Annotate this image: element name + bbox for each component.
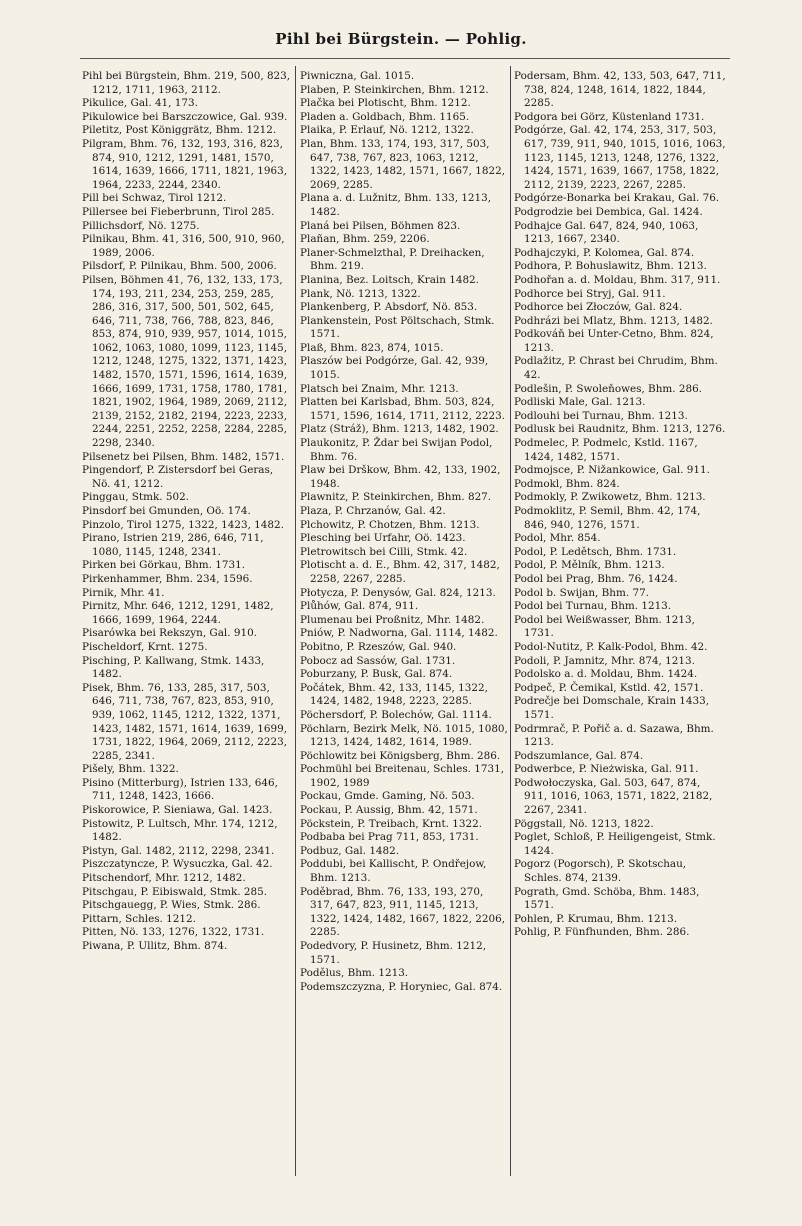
directory-entry: Plankenstein, Post Pöltschach, Stmk. 1571. xyxy=(300,314,495,341)
directory-entry: Pochmühl bei Breitenau, Schles. 1731, 1902, 1989 xyxy=(300,763,504,789)
directory-entry: Poburzany, P. Busk, Gal. 874. xyxy=(300,668,453,681)
directory-entry: Podol b. Swijan, Bhm. 77. xyxy=(514,586,649,599)
directory-entry: Podszumlance, Gal. 874. xyxy=(514,749,644,762)
directory-entry: Pisek, Bhm. 76, 133, 285, 317, 503, 646, 711, 738, 767, 823, 853, 910, 939, 1062, 1145, 1212, 1322, 1371, 1423, 1482, 1571, 1614, 1639, 1699, 1731, 1822, 1964, 2069, 2112, 2223, 2285, 2341. xyxy=(82,681,287,762)
directory-entry: Podbaba bei Prag 711, 853, 1731. xyxy=(300,831,479,844)
directory-entry: Plchowitz, P. Chotzen, Bhm. 1213. xyxy=(300,518,480,531)
column-3 xyxy=(514,70,726,940)
directory-entry: Pirkenhammer, Bhm. 234, 1596. xyxy=(82,572,253,585)
directory-entry: Podedvory, P. Husinetz, Bhm. 1212, 1571. xyxy=(300,940,486,966)
directory-entry: Podoli, P. Jamnitz, Mhr. 874, 1213. xyxy=(514,654,695,667)
directory-entry: Pinggau, Stmk. 502. xyxy=(82,491,189,504)
directory-entry: Plaza, P. Chrzanów, Gal. 42. xyxy=(300,505,446,517)
directory-entry: Pohlig, P. Fünfhunden, Bhm. 286. xyxy=(514,926,690,939)
directory-entry: Počátek, Bhm. 42, 133, 1145, 1322, 1424, 1482, 1948, 2223, 2285. xyxy=(300,681,488,708)
directory-entry: Plačka bei Plotischt, Bhm. 1212. xyxy=(300,97,471,110)
directory-entry: Plotischt a. d. E., Bhm. 42, 317, 1482, 2258, 2267, 2285. xyxy=(300,559,500,585)
directory-entry: Pöchlowitz bei Königsberg, Bhm. 286. xyxy=(300,749,501,762)
directory-entry: Pinzolo, Tirol 1275, 1322, 1423, 1482. xyxy=(82,518,284,531)
directory-entry: Podrmrač, P. Pořič a. d. Sazawa, Bhm. 1213. xyxy=(514,722,714,749)
directory-entry: Podhajce Gal. 647, 824, 940, 1063, 1213, 1667, 2340. xyxy=(514,219,699,246)
directory-entry: Pirnitz, Mhr. 646, 1212, 1291, 1482, 1666, 1699, 1964, 2244. xyxy=(82,600,274,626)
directory-entry: Pilsen, Böhmen 41, 76, 132, 133, 173, 174, 193, 211, 234, 253, 259, 285, 286, 316, 317, 500, 501, 502, 645, 646, 711, 738, 766, 788, 823, 846, 853, 874, 910, 939, 957, 1014, 1015, 1062, 1063, 1080, 1099, 1123, 1145, 1212, 1248, 1275, 1322, 1371, 1423, 1482, 1570, 1571, 1596, 1614, 1639, 1666, 1699, 1731, 1758, 1780, 1781, 1821, 1902, 1964, 1989, 2069, 2112, 2139, 2152, 2182, 2194, 2223, 2233, 2244, 2251, 2252, 2258, 2284, 2285, 2298, 2340. xyxy=(82,273,287,450)
directory-entry: Podkováň bei Unter-Cetno, Bhm. 824, 1213. xyxy=(514,328,714,354)
directory-entry: Platz (Stráž), Bhm. 1213, 1482, 1902. xyxy=(300,423,499,436)
header-rule xyxy=(80,58,730,59)
directory-entry: Pillersee bei Fieberbrunn, Tirol 285. xyxy=(82,205,275,218)
directory-entry: Pisarówka bei Rekszyn, Gal. 910. xyxy=(82,627,257,640)
directory-entry: Pletrowitsch bei Cilli, Stmk. 42. xyxy=(300,545,468,558)
directory-entry: Podliski Male, Gal. 1213. xyxy=(514,396,646,409)
directory-entry: Podhora, P. Bohuslawitz, Bhm. 1213. xyxy=(514,260,707,273)
directory-entry: Podpeč, P. Čemikal, Kstld. 42, 1571. xyxy=(514,681,704,694)
directory-entry: Pistowitz, P. Lultsch, Mhr. 174, 1212, 1482. xyxy=(82,817,278,844)
directory-entry: Piwana, P. Ullitz, Bhm. 874. xyxy=(82,940,228,952)
directory-entry: Pinsdorf bei Gmunden, Oö. 174. xyxy=(82,505,251,517)
directory-entry: Pograth, Gmd. Schöba, Bhm. 1483, 1571. xyxy=(514,885,700,912)
directory-entry: Piwniczna, Gal. 1015. xyxy=(300,70,415,82)
directory-entry: Pockau, Gmde. Gaming, Nö. 503. xyxy=(300,790,475,803)
directory-entry: Platsch bei Znaim, Mhr. 1213. xyxy=(300,382,459,395)
directory-entry: Pöckstein, P. Treibach, Krnt. 1322. xyxy=(300,817,482,830)
directory-entry: Podhorce bei Stryj, Gal. 911. xyxy=(514,287,666,300)
directory-entry: Podol bei Prag, Bhm. 76, 1424. xyxy=(514,572,678,585)
column-1 xyxy=(82,70,292,954)
directory-entry: Podol, P. Ledětsch, Bhm. 1731. xyxy=(514,545,677,558)
directory-entry: Podmelec, P. Podmelc, Kstld. 1167, 1424, 1482, 1571. xyxy=(514,437,698,463)
directory-entry: Pikulice, Gal. 41, 173. xyxy=(82,97,198,110)
directory-entry: Pitschgau, P. Eibiswald, Stmk. 285. xyxy=(82,885,268,898)
directory-entry: Pilsenetz bei Pilsen, Bhm. 1482, 1571. xyxy=(82,450,285,463)
directory-entry: Plankenberg, P. Absdorf, Nö. 853. xyxy=(300,301,478,314)
directory-entry: Plaw bei Drškow, Bhm. 42, 133, 1902, 1948. xyxy=(300,464,501,490)
directory-entry: Planá bei Pilsen, Böhmen 823. xyxy=(300,219,461,232)
directory-entry: Pogorz (Pogorsch), P. Skotschau, Schles. 874, 2139. xyxy=(514,858,687,885)
column-2 xyxy=(300,70,508,994)
directory-entry: Pisino (Mitterburg), Istrien 133, 646, 711, 1248, 1423, 1666. xyxy=(82,776,278,803)
directory-entry: Pihl bei Bürgstein, Bhm. 219, 500, 823, 1212, 1711, 1963, 2112. xyxy=(82,70,291,96)
directory-entry: Pniów, P. Nadworna, Gal. 1114, 1482. xyxy=(300,627,498,640)
directory-entry: Podersam, Bhm. 42, 133, 503, 647, 711, 738, 824, 1248, 1614, 1822, 1844, 2285. xyxy=(514,70,726,110)
directory-entry: Pirnik, Mhr. 41. xyxy=(82,586,165,599)
directory-entry: Plawnitz, P. Steinkirchen, Bhm. 827. xyxy=(300,491,492,504)
directory-entry: Podol-Nutitz, P. Kalk-Podol, Bhm. 42. xyxy=(514,640,708,653)
directory-entry: Podgora bei Görz, Küstenland 1731. xyxy=(514,110,705,123)
directory-entry: Platten bei Karlsbad, Bhm. 503, 824, 1571, 1596, 1614, 1711, 2112, 2223. xyxy=(300,396,505,422)
directory-entry: Pilsdorf, P. Pilnikau, Bhm. 500, 2006. xyxy=(82,260,277,273)
directory-entry: Podlusk bei Raudnitz, Bhm. 1213, 1276. xyxy=(514,423,726,436)
directory-entry: Płotycza, P. Denysów, Gal. 824, 1213. xyxy=(300,586,496,599)
directory-entry: Pladen a. Goldbach, Bhm. 1165. xyxy=(300,110,470,123)
directory-entry: Pobitno, P. Rzeszów, Gal. 940. xyxy=(300,640,457,653)
directory-entry: Planer-Schmelzthal, P. Dreihacken, Bhm. 219. xyxy=(300,246,485,273)
directory-entry: Podemszczyzna, P. Horyniec, Gal. 874. xyxy=(300,980,503,993)
directory-entry: Poděbrad, Bhm. 76, 133, 193, 270, 317, 647, 823, 911, 1145, 1213, 1322, 1424, 1482, 1667, 1822, 2206, 2285. xyxy=(300,885,505,939)
directory-entry: Plana a. d. Lužnitz, Bhm. 133, 1213, 1482. xyxy=(300,192,492,218)
directory-entry: Pilgram, Bhm. 76, 132, 193, 316, 823, 874, 910, 1212, 1291, 1481, 1570, 1614, 1639, 1666, 1711, 1821, 1963, 1964, 2233, 2244, 2340. xyxy=(82,137,287,191)
column-divider xyxy=(295,66,296,1176)
directory-entry: Podol bei Turnau, Bhm. 1213. xyxy=(514,600,672,613)
directory-entry: Pisching, P. Kallwang, Stmk. 1433, 1482. xyxy=(82,654,265,681)
directory-entry: Pitschendorf, Mhr. 1212, 1482. xyxy=(82,872,246,885)
directory-entry: Pobocz ad Sassów, Gal. 1731. xyxy=(300,654,456,667)
directory-entry: Podbuz, Gal. 1482. xyxy=(300,844,400,857)
directory-entry: Podhrázi bei Mlatz, Bhm. 1213, 1482. xyxy=(514,314,713,327)
directory-entry: Plaß, Bhm. 823, 874, 1015. xyxy=(300,341,444,354)
directory-entry: Pingendorf, P. Zistersdorf bei Geras, Nö. 41, 1212. xyxy=(82,464,274,490)
directory-entry: Podlešin, P. Swoleňowes, Bhm. 286. xyxy=(514,382,702,395)
directory-entry: Podělus, Bhm. 1213. xyxy=(300,967,409,980)
page-header: Pihl bei Bürgstein. — Pohlig. xyxy=(275,30,527,48)
directory-entry: Podol bei Weißwasser, Bhm. 1213, 1731. xyxy=(514,613,695,640)
directory-entry: Podhorce bei Złoczów, Gal. 824. xyxy=(514,301,683,314)
directory-entry: Pistyn, Gal. 1482, 2112, 2298, 2341. xyxy=(82,844,275,857)
directory-entry: Podmokl, Bhm. 824. xyxy=(514,477,620,490)
directory-entry: Pilnikau, Bhm. 41, 316, 500, 910, 960, 1989, 2006. xyxy=(82,233,285,259)
directory-entry: Pitschgauegg, P. Wies, Stmk. 286. xyxy=(82,899,261,912)
directory-entry: Poddubi, bei Kallischt, P. Ondřejow, Bhm. 1213. xyxy=(300,858,487,885)
directory-entry: Podol, P. Mělník, Bhm. 1213. xyxy=(514,559,665,572)
directory-entry: Piskorowice, P. Sieniawa, Gal. 1423. xyxy=(82,804,273,817)
directory-entry: Pillichsdorf, Nö. 1275. xyxy=(82,219,200,232)
directory-entry: Pittarn, Schles. 1212. xyxy=(82,912,196,925)
directory-entry: Poglet, Schloß, P. Heiligengeist, Stmk. 1424. xyxy=(514,831,716,857)
directory-entry: Plumenau bei Proßnitz, Mhr. 1482. xyxy=(300,613,485,626)
directory-entry: Pišely, Bhm. 1322. xyxy=(82,763,179,776)
directory-entry: Podol, Mhr. 854. xyxy=(514,532,601,545)
directory-entry: Podmokly, P. Zwikowetz, Bhm. 1213. xyxy=(514,491,706,504)
directory-entry: Podgórze, Gal. 42, 174, 253, 317, 503, 617, 739, 911, 940, 1015, 1016, 1063, 1123, 1145, 1213, 1248, 1276, 1322, 1424, 1571, 1639, 1667, 1758, 1822, 2112, 2139, 2223, 2267, 2285. xyxy=(514,124,726,191)
directory-entry: Pöchlarn, Bezirk Melk, Nö. 1015, 1080, 1213, 1424, 1482, 1614, 1989. xyxy=(300,722,508,749)
directory-entry: Plañan, Bhm. 259, 2206. xyxy=(300,233,430,246)
column-divider xyxy=(510,66,511,1176)
directory-entry: Podgórze-Bonarka bei Krakau, Gal. 76. xyxy=(514,192,720,205)
directory-entry: Pirano, Istrien 219, 286, 646, 711, 1080, 1145, 1248, 2341. xyxy=(82,532,264,558)
directory-entry: Planina, Bez. Loitsch, Krain 1482. xyxy=(300,273,479,286)
directory-entry: Podlažitz, P. Chrast bei Chrudim, Bhm. 42. xyxy=(514,355,718,382)
directory-entry: Podgrodzie bei Dembica, Gal. 1424. xyxy=(514,205,703,218)
directory-entry: Podhořan a. d. Moldau, Bhm. 317, 911. xyxy=(514,273,721,286)
directory-entry: Podmoklitz, P. Semil, Bhm. 42, 174, 846, 940, 1276, 1571. xyxy=(514,505,701,531)
directory-entry: Pohlen, P. Krumau, Bhm. 1213. xyxy=(514,912,678,925)
directory-entry: Piletitz, Post Königgrätz, Bhm. 1212. xyxy=(82,124,277,137)
directory-entry: Pöchersdorf, P. Bolechów, Gal. 1114. xyxy=(300,708,492,721)
directory-entry: Pill bei Schwaz, Tirol 1212. xyxy=(82,192,227,205)
directory-entry: Podwerbce, P. Nieżwiska, Gal. 911. xyxy=(514,763,699,776)
directory-entry: Plaben, P. Steinkirchen, Bhm. 1212. xyxy=(300,83,489,96)
directory-entry: Plan, Bhm. 133, 174, 193, 317, 503, 647, 738, 767, 823, 1063, 1212, 1322, 1423, 1482, 1571, 1667, 1822, 2069, 2285. xyxy=(300,137,505,191)
directory-entry: Pikulowice bei Barszczowice, Gal. 939. xyxy=(82,110,288,123)
directory-entry: Pöggstall, Nö. 1213, 1822. xyxy=(514,817,654,830)
directory-entry: Pirken bei Görkau, Bhm. 1731. xyxy=(82,559,245,572)
directory-entry: Plesching bei Urfahr, Oö. 1423. xyxy=(300,532,466,545)
directory-entry: Plaika, P. Erlauf, Nö. 1212, 1322. xyxy=(300,124,474,137)
directory-entry: Podolsko a. d. Moldau, Bhm. 1424. xyxy=(514,668,698,681)
directory-entry: Plaukonitz, P. Ždar bei Swijan Podol, Bhm. 76. xyxy=(300,437,493,463)
directory-entry: Plůhów, Gal. 874, 911. xyxy=(300,600,419,613)
directory-entry: Plank, Nö. 1213, 1322. xyxy=(300,287,421,300)
directory-entry: Podlouhi bei Turnau, Bhm. 1213. xyxy=(514,409,688,422)
directory-entry: Pitten, Nö. 133, 1276, 1322, 1731. xyxy=(82,926,265,939)
directory-entry: Plaszów bei Podgórze, Gal. 42, 939, 1015. xyxy=(300,355,489,382)
directory-entry: Podhajczyki, P. Kolomea, Gal. 874. xyxy=(514,246,695,259)
directory-entry: Piszczatyncze, P. Wysuczka, Gal. 42. xyxy=(82,858,273,871)
directory-entry: Pockau, P. Aussig, Bhm. 42, 1571. xyxy=(300,804,478,817)
directory-entry: Podwołoczyska, Gal. 503, 647, 874, 911, 1016, 1063, 1571, 1822, 2182, 2267, 2341. xyxy=(514,776,713,817)
directory-entry: Pischeldorf, Krnt. 1275. xyxy=(82,640,208,653)
directory-entry: Podrečje bei Domschale, Krain 1433, 1571. xyxy=(514,695,710,721)
directory-entry: Podmojsce, P. Nižankowice, Gal. 911. xyxy=(514,464,710,477)
